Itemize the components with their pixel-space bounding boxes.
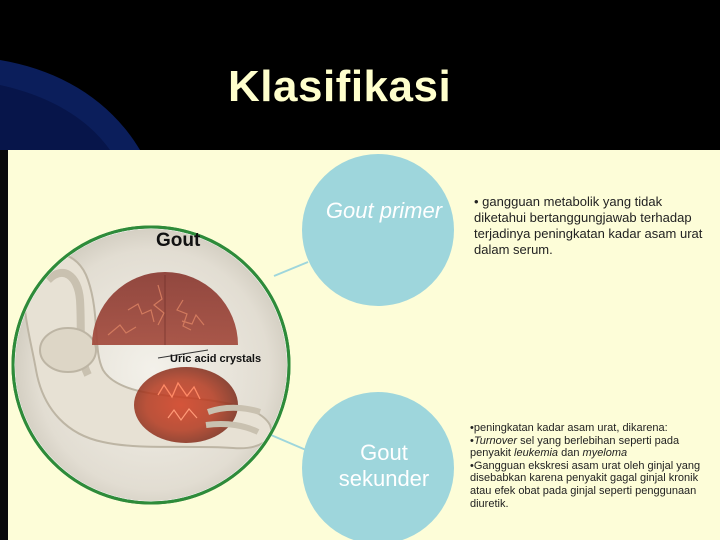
myeloma-term: myeloma (582, 447, 628, 460)
gout-sekunder-label-line1: Gout (360, 440, 408, 465)
sekunder-point-1: •peningkatan kadar asam urat, dikarena: (470, 422, 668, 434)
left-edge-bar (0, 150, 8, 540)
gout-illustration-label: Gout (156, 230, 201, 251)
bullet: • (470, 434, 474, 447)
connector-line-primer (274, 262, 308, 276)
circle-gout-primer (302, 154, 454, 306)
sekunder-point-2 (470, 435, 718, 460)
leukemia-term: leukemia (514, 447, 559, 460)
gout-foot-illustration (8, 220, 298, 520)
text-span: dan (558, 447, 583, 460)
turnover-term: Turnover (473, 434, 518, 447)
gout-primer-description: • gangguan metabolik yang tidak diketahui bertanggungjawab terhadap terjadinya peningkatan kadar asam urat dalam serum. (474, 194, 703, 257)
gout-sekunder-description (470, 422, 718, 510)
sekunder-point-3: •Gangguan ekskresi asam urat oleh ginjal yang disebabkan karena penyakit gagal ginjal kronik atau efek obat pada ginjal seperti penggunaan diuretik. (470, 459, 701, 510)
gout-primer-label: Gout primer (325, 198, 443, 223)
uric-acid-crystals-label: Uric acid crystals (170, 353, 262, 365)
text-span: sel yang berlebihan seperti pada penyakit (470, 434, 680, 460)
classification-diagram (8, 150, 720, 540)
slide-title: Klasifikasi (228, 62, 452, 111)
gout-sekunder-label-line2: sekunder (338, 466, 430, 491)
slide-header (0, 0, 720, 150)
